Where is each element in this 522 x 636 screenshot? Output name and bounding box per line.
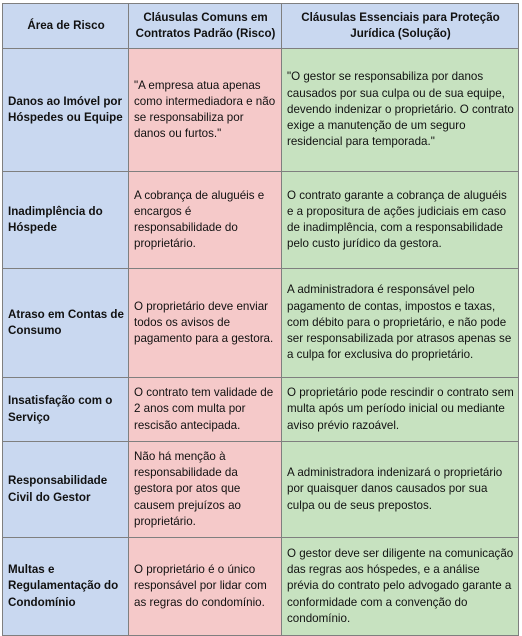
risk-comparison-table	[2, 3, 519, 636]
solution-clause-cell: O proprietário pode rescindir o contrato sem multa após um período inicial ou mediante aviso prévio razoável.	[282, 378, 519, 442]
risk-clause-cell: O proprietário é o único responsável por lidar com as regras do condomínio.	[129, 538, 282, 636]
header-row	[3, 4, 519, 49]
solution-clause-cell: O gestor deve ser diligente na comunicação das regras aos hóspedes, e a análise prévia do contrato pelo advogado garante a conformidade com a convenção do condomínio.	[282, 538, 519, 636]
risk-area-cell: Multas e Regulamentação do Condomínio	[3, 538, 129, 636]
solution-clause-cell: A administradora indenizará o proprietário por quaisquer danos causados por sua culpa ou de seus prepostos.	[282, 442, 519, 538]
header-risk-area: Área de Risco	[3, 4, 129, 49]
table-body	[3, 49, 519, 636]
table-row	[3, 269, 519, 378]
solution-clause-cell: "O gestor se responsabiliza por danos causados por sua culpa ou de sua equipe, devendo indenizar o proprietário. O contrato exige a manutenção de um seguro residencial para temporada."	[282, 49, 519, 172]
risk-clause-cell: "A empresa atua apenas como intermediadora e não se responsabiliza por danos ou furtos."	[129, 49, 282, 172]
header-essential-clauses: Cláusulas Essenciais para Proteção Jurídica (Solução)	[282, 4, 519, 49]
risk-clause-cell: Não há menção à responsabilidade da gestora por atos que causem prejuízos ao proprietário.	[129, 442, 282, 538]
table-row	[3, 538, 519, 636]
header-standard-clauses: Cláusulas Comuns em Contratos Padrão (Risco)	[129, 4, 282, 49]
risk-area-cell: Insatisfação com o Serviço	[3, 378, 129, 442]
risk-clause-cell: A cobrança de aluguéis e encargos é responsabilidade do proprietário.	[129, 172, 282, 269]
table-row	[3, 378, 519, 442]
risk-area-cell: Inadimplência do Hóspede	[3, 172, 129, 269]
table-row	[3, 442, 519, 538]
risk-clause-cell: O contrato tem validade de 2 anos com multa por rescisão antecipada.	[129, 378, 282, 442]
table-row	[3, 49, 519, 172]
risk-area-cell: Responsabilidade Civil do Gestor	[3, 442, 129, 538]
risk-area-cell: Danos ao Imóvel por Hóspedes ou Equipe	[3, 49, 129, 172]
risk-area-cell: Atraso em Contas de Consumo	[3, 269, 129, 378]
solution-clause-cell: A administradora é responsável pelo pagamento de contas, impostos e taxas, com débito para o proprietário, e não pode ser responsabilizada por atrasos apenas se a culpa for exclusiva do proprietário.	[282, 269, 519, 378]
table-header	[3, 4, 519, 49]
risk-clause-cell: O proprietário deve enviar todos os avisos de pagamento para a gestora.	[129, 269, 282, 378]
table-row	[3, 172, 519, 269]
solution-clause-cell: O contrato garante a cobrança de aluguéis e a propositura de ações judiciais em caso de inadimplência, com a responsabilidade pelo custo jurídico da gestora.	[282, 172, 519, 269]
